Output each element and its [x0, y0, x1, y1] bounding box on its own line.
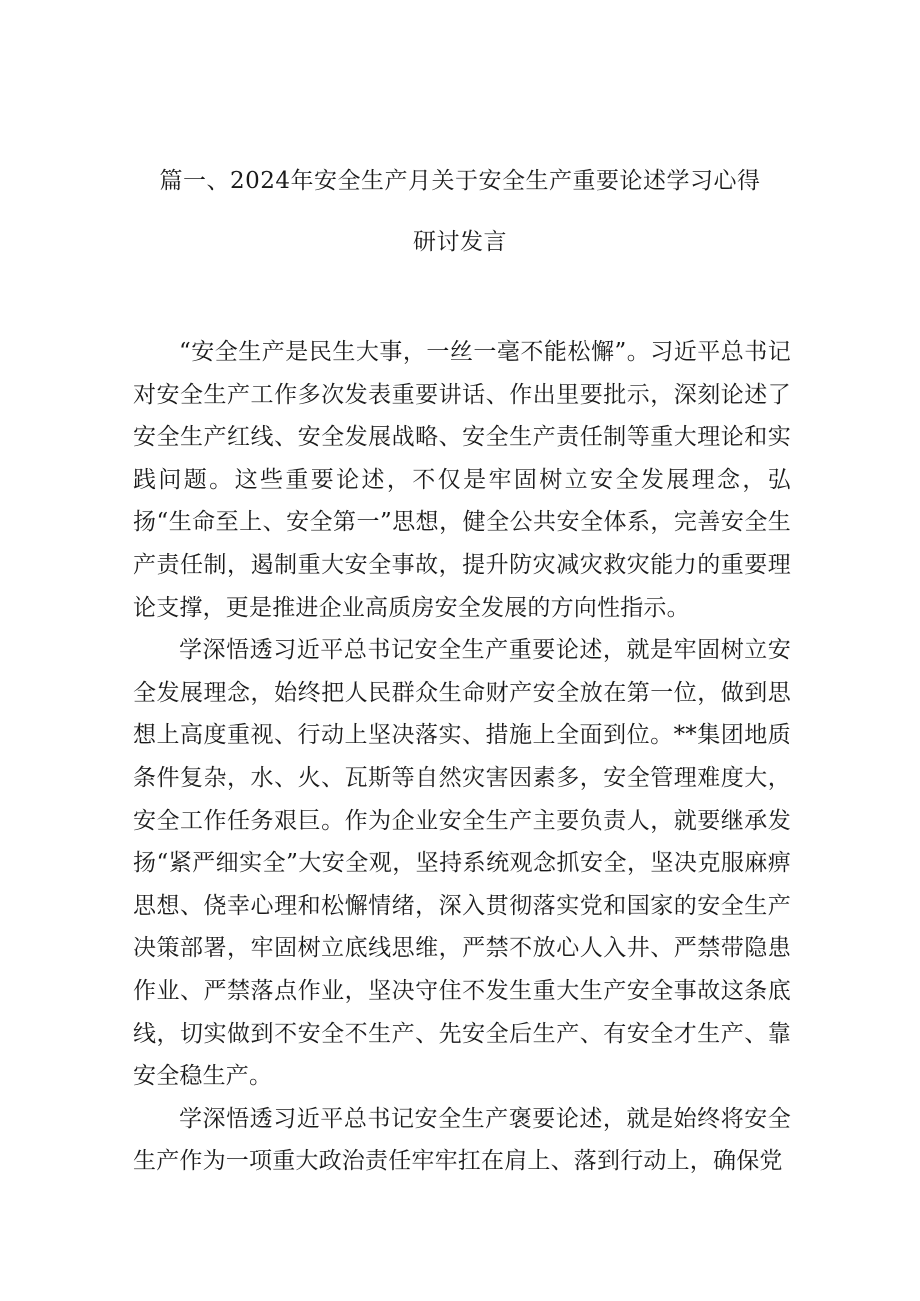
document-body	[133, 331, 791, 1183]
document-title-line1: 篇一、2024年安全生产月关于安全生产重要论述学习心得	[159, 168, 761, 194]
document-title-line2: 研讨发言	[413, 229, 507, 255]
paragraph: 学深悟透习近平总书记安全生产重要论述，就是牢固树立安全发展理念，始终把人民群众生命财产安全放在第一位，做到思想上高度重视、行动上坚决落实、措施上全面到位。**集团地质条件复杂，水、火、瓦斯等自然灾害因素多，安全管理难度大，安全工作任务艰巨。作为企业安全生产主要负责人，就要继承发扬“紧严细实全”大安全观，坚持系统观念抓安全，坚决克服麻痹思想、侥幸心理和松懈情绪，深入贯彻落实党和国家的安全生产决策部署，牢固树立底线思维，严禁不放心人入井、严禁带隐患作业、严禁落点作业，坚决守住不发生重大生产安全事故这条底线，切实做到不安全不生产、先安全后生产、有安全才生产、靠安全稳生产。	[133, 637, 791, 1090]
paragraph: “安全生产是民生大事，一丝一毫不能松懈”。习近平总书记对安全生产工作多次发表重要讲话、作出里要批示，深刻论述了安全生产红线、安全发展战略、安全生产责任制等重大理论和实践问题。这些重要论述，不仅是牢固树立安全发展理念，弘扬“生命至上、安全第一”思想，健全公共安全体系，完善安全生产责任制，遏制重大安全事故，提升防灾减灾救灾能力的重要理论支撑，更是推进企业高质房安全发展的方向性指示。	[133, 339, 791, 621]
paragraph: 学深悟透习近平总书记安全生产褒要论述，就是始终将安全生产作为一项重大政治责任牢牢扛在肩上、落到行动上，确保党	[133, 1105, 791, 1175]
